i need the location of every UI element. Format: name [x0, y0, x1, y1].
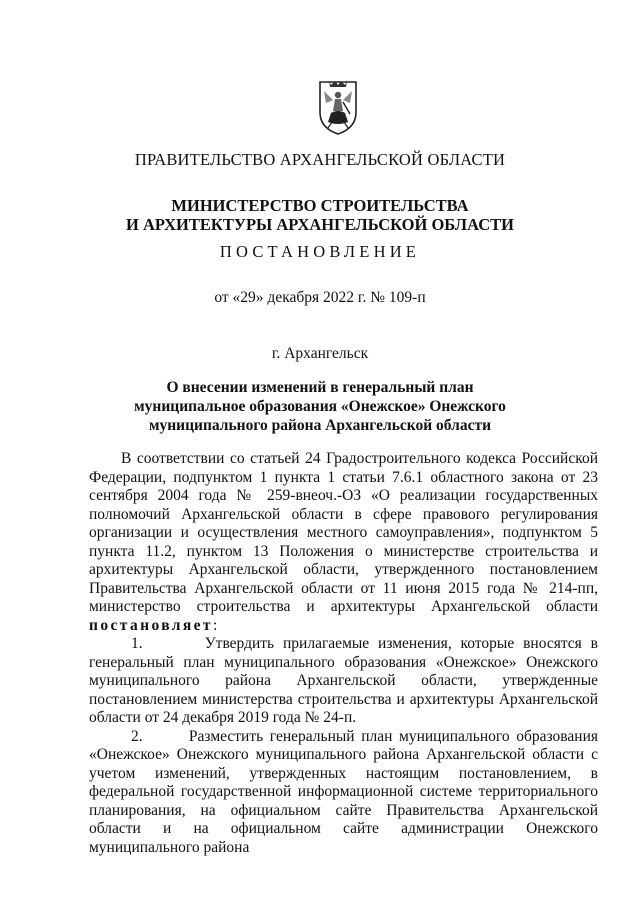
ministry-title-line2: И АРХИТЕКТУРЫ АРХАНГЕЛЬСКОЙ ОБЛАСТИ [126, 215, 514, 234]
subject-line2: муниципальное образования «Онежское» Онежского [134, 398, 506, 415]
item-1-number: 1. [131, 635, 143, 652]
subject-line1: О внесении изменений в генеральный план [166, 379, 474, 396]
coat-of-arms-icon [317, 78, 359, 136]
ministry-title-line1: МИНИСТЕРСТВО СТРОИТЕЛЬСТВА [171, 196, 469, 215]
item-2-number: 2. [131, 727, 143, 745]
resolves-word: постановляет [89, 616, 213, 634]
ministry-title [0, 196, 640, 234]
preamble-text: В соответствии со статьей 24 Градостроительного кодекса Российской Федерации, подпунктом 1 пункта 1 статьи 7.6.1 областного закона от 23 сентября 2004 года № 259-внеоч.-ОЗ «О реализации государственных полномочий Архангельской области в сфере правового регулирования организации и осуществления местного самоуправления», подпунктом 5 пункта 11.2, пунктом 13 Положения о министерстве строительства и архитектуры Архангельской области, утвержденного постановлением Правительства Архангельской области от 11 июня 2015 года № 214-пп, министерство строительства и архитектуры Архангельской области [89, 450, 598, 615]
item-1-text: Утвердить прилагаемые изменения, которые вносятся в генеральный план муниципального образования «Онежское» Онежского муниципального района Архангельской области, утвержденные постановлением министерства строительства и архитектуры Архангельской области от 24 декабря 2019 года № 24-п. [89, 635, 598, 726]
item-1-paragraph [89, 635, 598, 728]
resolves-colon: : [212, 616, 218, 634]
item-2-paragraph [89, 728, 598, 858]
government-title: ПРАВИТЕЛЬСТВО АРХАНГЕЛЬСКОЙ ОБЛАСТИ [134, 150, 506, 169]
document-city: г. Архангельск [271, 345, 369, 362]
document-type: ПОСТАНОВЛЕНИЕ [219, 242, 421, 261]
document-subject [0, 378, 640, 435]
document-date-number: от «29» декабря 2022 г. № 109-п [214, 289, 426, 306]
item-2-text: Разместить генеральный план муниципального образования «Онежское» Онежского муниципального района Архангельской области с учетом изменений, утвержденных настоящим постановлением, в федеральной государственной информационной системе территориального планирования, на официальном сайте Правительства Архангельской области и на официальном сайте администрации Онежского муниципального района [89, 727, 599, 856]
preamble-paragraph [89, 450, 598, 635]
subject-line3: муниципального района Архангельской области [148, 417, 492, 434]
document-body [89, 450, 598, 857]
